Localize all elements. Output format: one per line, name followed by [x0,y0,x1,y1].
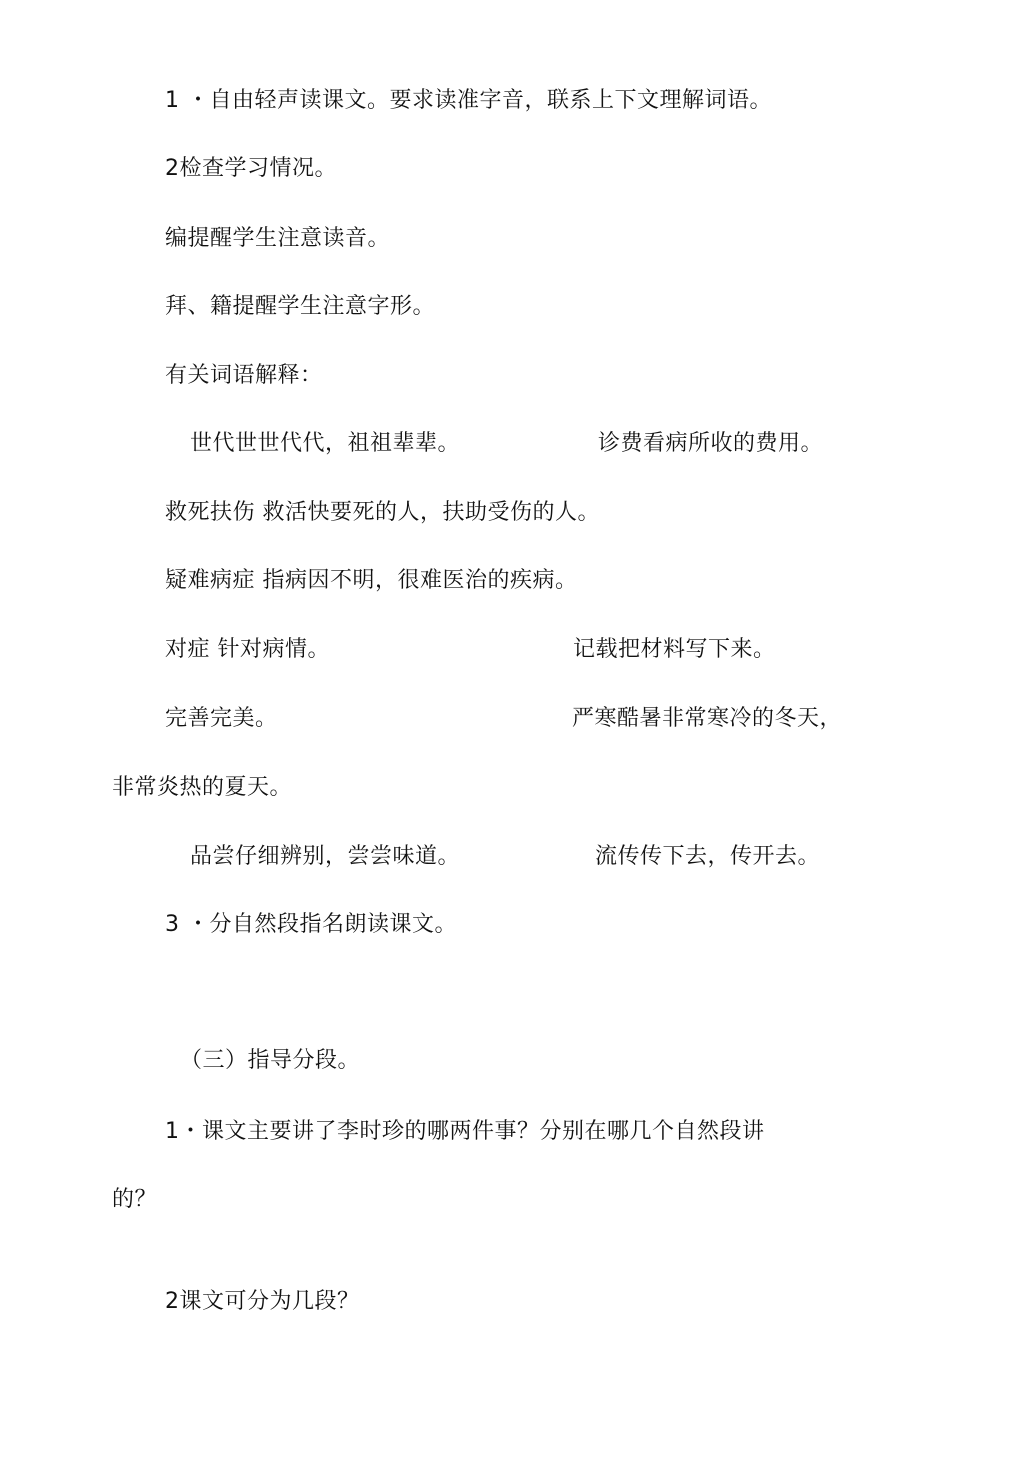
vocab-wanshan: 完善完美。 [165,706,278,731]
vocab-liuchuan: 流传传下去，传开去。 [595,844,821,869]
step-3-read-by-paragraph: 3 ・分自然段指名朗读课文。 [165,912,457,937]
vocab-shidai: 世代世世代代，祖祖辈辈。 [190,431,461,456]
vocabulary-heading: 有关词语解释： [165,363,323,388]
vocab-pinchang: 品尝仔细辨别，尝尝味道。 [190,844,461,869]
vocab-duizheng: 对症 针对病情。 [165,637,330,662]
section-3-heading: （三）指导分段。 [180,1048,361,1073]
question-1: 1・课文主要讲了李时珍的哪两件事？分别在哪几个自然段讲 [165,1119,765,1144]
vocab-jiusi-fushang: 救死扶伤 救活快要死的人，扶助受伤的人。 [165,500,600,525]
question-1-cont: 的？ [112,1187,158,1212]
question-2: 2课文可分为几段？ [165,1289,360,1314]
glyph-note: 拜、籍提醒学生注意字形。 [165,294,436,319]
step-1-read-aloud: 1 ・自由轻声读课文。要求读准字音，联系上下文理解词语。 [165,88,772,113]
vocab-zhenfei: 诊费看病所收的费用。 [598,431,824,456]
pronunciation-note: 编提醒学生注意读音。 [165,226,391,251]
vocab-yinan-bingzheng: 疑难病症 指病因不明，很难医治的疾病。 [165,568,578,593]
step-2-check-learning: 2检查学习情况。 [165,156,337,181]
vocab-yanhan-kushu: 严寒酷暑非常寒冷的冬天， [572,706,843,731]
vocab-jizai: 记载把材料写下来。 [573,637,776,662]
vocab-yanhan-kushu-cont: 非常炎热的夏天。 [112,775,293,800]
